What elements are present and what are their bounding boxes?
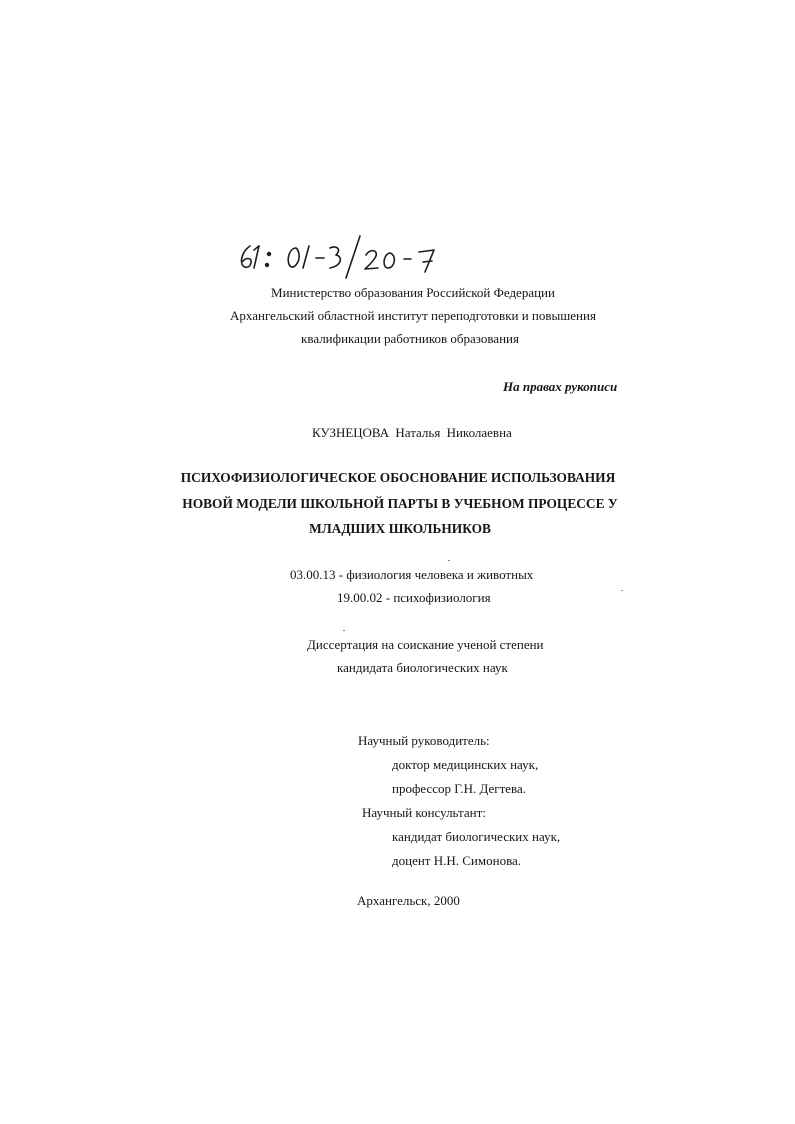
- dissertation-purpose: Диссертация на соискание ученой степени: [307, 637, 544, 652]
- manuscript-rights: На правах рукописи: [503, 379, 618, 394]
- scan-speck: [448, 560, 450, 561]
- author-name: КУЗНЕЦОВА Наталья Николаевна: [312, 425, 512, 440]
- consultant-degree: кандидат биологических наук,: [392, 829, 561, 844]
- scan-speck: [343, 630, 345, 631]
- scan-speck: [621, 590, 623, 591]
- supervisor-label: Научный руководитель:: [358, 733, 490, 748]
- handwritten-catalog-number-drawing: [232, 228, 457, 280]
- supervisor-degree: доктор медицинских наук,: [392, 757, 539, 772]
- supervisor-name: профессор Г.Н. Дегтева.: [392, 781, 527, 796]
- handwritten-catalog-number: [232, 228, 457, 280]
- institute-name-continued: квалификации работников образования: [301, 331, 519, 346]
- thesis-title-line-3: МЛАДШИХ ШКОЛЬНИКОВ: [309, 521, 491, 536]
- specialty-code-2: 19.00.02 - психофизиология: [337, 590, 491, 605]
- consultant-label: Научный консультант:: [362, 805, 486, 820]
- city-and-year: Архангельск, 2000: [357, 893, 460, 908]
- thesis-title-line-2: НОВОЙ МОДЕЛИ ШКОЛЬНОЙ ПАРТЫ В УЧЕБНОМ ПРОЦЕССЕ У: [182, 496, 618, 511]
- thesis-title-line-1: ПСИХОФИЗИОЛОГИЧЕСКОЕ ОБОСНОВАНИЕ ИСПОЛЬЗОВАНИЯ: [180, 470, 616, 485]
- consultant-name: доцент Н.Н. Симонова.: [392, 853, 522, 868]
- institute-name: Архангельский областной институт переподготовки и повышения: [230, 308, 596, 323]
- specialty-code-1: 03.00.13 - физиология человека и животных: [290, 567, 534, 582]
- dissertation-degree: кандидата биологических наук: [337, 660, 508, 675]
- ministry-name: Министерство образования Российской Федерации: [271, 285, 555, 300]
